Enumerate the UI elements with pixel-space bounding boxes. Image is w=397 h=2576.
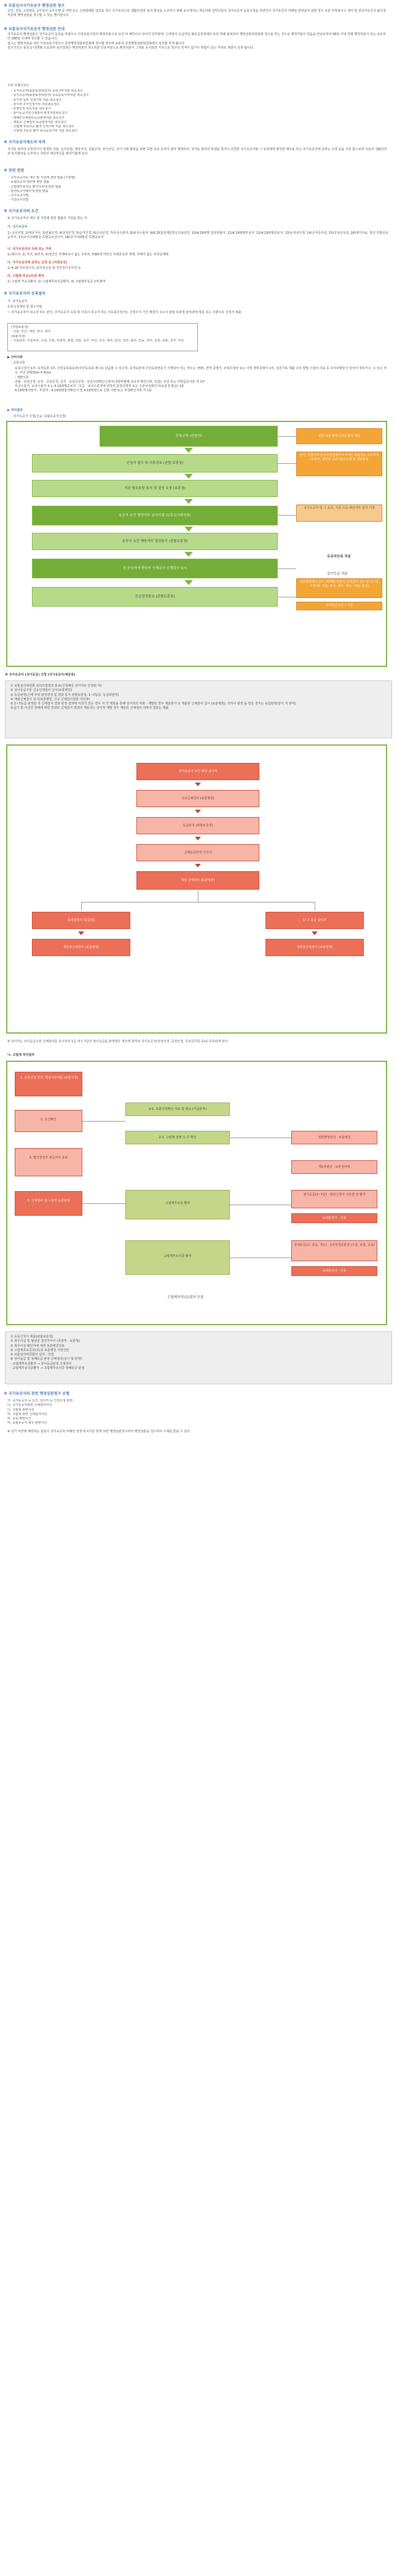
connector — [278, 463, 296, 464]
list-item: ③ 등급판정(신체 부위 판정결정 및 결과 통지 관할보훈청, 1~7등급, 등급외판정) — [10, 693, 119, 697]
list-item: 다. 고엽제 관련사건 — [7, 1408, 34, 1412]
flow3-mid-2: 2-2. 고엽제 질병 유 무 확인 — [125, 1131, 230, 1144]
req-c-text: 1) 6.18 자유상이자, 2)지원공상 3) 전후원시군무원 등 — [7, 266, 81, 270]
list-item: - 서울남부, 서울북부, 수원, 인천, 의정부, 춘천, 강릉, 원주, 마산, 진주, 제주, 울산, 청주, 충주, 안동, 경주, 순천, 목포, 전주, 익산 — [11, 338, 184, 343]
section-title-disability: ※ 국가유공자 (상이등급) 신청 (국가유공자/재분류) — [5, 673, 76, 677]
arrow-down-icon — [184, 552, 193, 557]
list-item: - 지원공무원법 — [9, 198, 29, 202]
flow3-right-4: 등외판정자 · 인용 — [291, 1213, 377, 1223]
flow2-right-graded: 1~7 등급 상이자 — [265, 912, 364, 929]
list-item: ③ 복무사실 확인자에 대한 보훈병원진료 — [10, 1344, 65, 1348]
flow3-mid-3: 고엽제후유증 환자 — [125, 1190, 230, 1219]
list-item: 나. 국가유공자관련 신체검사사건 — [7, 1403, 52, 1408]
list-item: 마. 유족 관련사건 — [7, 1417, 31, 1421]
list-item: - 재분류 신체검사 등급판정처분 취소청구 — [11, 120, 67, 124]
documents-title: ▶ 구비서류 — [7, 356, 23, 359]
appeal-types-title: 주로 유형으로는 — [7, 84, 29, 87]
flow2-right-reclass: 재분류신체검사 (보훈병원) — [265, 939, 364, 956]
list-item: - 독립유공자 예우에 관한 법률 — [9, 180, 50, 185]
arrow-down-icon — [195, 837, 201, 840]
list-item: ② 상이등급구분 신규신체검사 실시(보훈병원) — [10, 688, 73, 693]
flow3-mid-1: 2-1. 보훈지청확인 자료 및 필요 (지급분부) — [125, 1103, 230, 1116]
list-item: 등급기 및 사실상 장애에 대한 결과로 신체검사 결과의 재등의는 상이처 재발 경우 재분류 신체검사 의하여 결과는 제출 — [10, 706, 169, 711]
section-purpose-text: 국가를 위하여 공헌하거나 희생한 사람, 순국선열, 애국지사, 전몰군경, 상이군인, 국가 사회 발전을 위한 특별 공로 순직자 참여 제대하여, 국가를 위하여 희생을 하거나 공헌한 국가유공자와 그 유족에게 합당한 예우를 하고 국가유공자에 준하는 군경 등을 지원 함으로써 이들의 생활안정과 복지향상을 도모하고 국민의 애국정신을 꾀하기함에 있다. — [7, 148, 387, 156]
flowchart-disability — [6, 744, 387, 1034]
documents-subtitle: - 공통서류 — [11, 361, 25, 365]
connector — [278, 515, 296, 516]
section-title-registration: ※ 국가유공자의 등록절차 — [4, 292, 45, 296]
arrow-down-icon — [312, 931, 318, 935]
flow2-left-reclass: 재분류신체검사 (보훈병원) — [32, 939, 130, 956]
connector — [278, 568, 296, 569]
list-item: 전몰 · 전상군경, 순직 · 공상군경, 순직 · 공상공무원 : 전공사상확인신청서(국방부발행 유공자 확인서류, 포함), 부상 또는 사망입증서류 각 1부 — [15, 380, 205, 384]
arrow-down-icon — [184, 580, 193, 585]
section-appeal-text: 군인, 경찰, 소방관등 공무원이 공무수행 중 사망 또는 신체장해를 입었을 경우 국가보상으로 생활안정과 복지 향상을 도모하기 위해 보구에서는 제도마와 일반인들이 국가유공자 등록신청을 하면인사 국가유공자 미해당 결정을처 분할 경우 보훈 부정복이고 생각 및 취국가유공자 불인정처분에 행정심판을 청구할 수 있는 행이입니다. — [7, 9, 386, 18]
list-item: - 상이등급구분신체검사 판정처분취소청구 — [11, 111, 68, 116]
list-item: - 고엽제 후유의증 환자 인정거부 처분 취소청구 — [11, 125, 75, 129]
registration-ga-sub: 등록신청대상 및 접수기관 — [7, 305, 42, 309]
flow3-mid-4: 고엽제후유의증 환자 — [125, 1240, 230, 1275]
arrow-down-icon — [195, 783, 201, 786]
req-c-title: 다. 국가유공자에 준하는 군경 등 (지원공상) — [7, 261, 68, 265]
connector — [81, 902, 315, 903]
flow2-step-new-exam: 신규신체검사 (보훈병원) — [136, 790, 259, 807]
connector — [82, 1203, 125, 1204]
flow3-right-3: 상이등급(1~7급) · 판단신청서 이유참 장 환자 — [291, 1190, 377, 1208]
connector — [81, 902, 82, 911]
arrow-down-icon — [78, 931, 84, 935]
requirements-intro: ※ 국가유공자의 예우 및 지원에 관한 법률의 지원을 받는 자 — [7, 217, 87, 220]
section-title-appeal: ※ 보훈심사국가유공자 행정심판 청구 — [4, 4, 65, 8]
arrow-down-icon — [184, 448, 193, 453]
list-item: - 개별서류 — [15, 375, 29, 380]
section-title-agent-orange: 나. 고엽제 처리절차 — [7, 1053, 35, 1057]
arrow-down-icon — [184, 499, 193, 504]
flowchart-registration — [6, 421, 387, 667]
list-item: - 상이처 추가인정거부 처분취소청구 — [11, 102, 60, 106]
req-b-text: 1) 배우자, 2) 자녀, 3)부모, 4)성년인 직계비속이 없는 조부모, 5)60세 미만인 직계존속과 생계, 자매가 없는 미성년제매 — [7, 253, 168, 257]
list-item: (보훈지청) — [11, 334, 26, 338]
list-item: ① 등록신청서 제출(관할보훈청) — [10, 1335, 53, 1339]
flow2-step-eligible: 국가유공자 요건 해당 상이처 — [136, 763, 259, 780]
list-item: - 고엽제후유의증 환자지원에 관한 법률 — [9, 185, 61, 189]
list-item: - 국가유공자등 예우 및 지원에 관한 법률 (기본법) — [9, 176, 76, 180]
flow2-step-grade-notice: 등급통지 (관할보훈청) — [136, 817, 259, 834]
disability-grade-label: 상이등급 처분 — [327, 572, 348, 576]
laws-list — [9, 176, 76, 203]
list-item: - 서울, 부산, 대전, 대구, 광주 — [11, 330, 51, 334]
section-title-laws: ※ 관련 법령 — [4, 169, 25, 173]
list-item: ⑤ 보훈심사위원회의 심의 · 의결 — [10, 1353, 54, 1357]
list-item: - 국가유공자(보훈보상대상자) 유족등록거부처분 취소청구 — [11, 94, 89, 98]
appeal-types-list-2 — [7, 1399, 73, 1426]
list-item: - 국가유공자(보훈보상대상자) 등록거부처분 취소청구 — [11, 89, 83, 93]
section-title-appeal-types: ※ 국가유공자와 관련 행정심판청구 유형 — [4, 1392, 69, 1396]
final-note: ※ 상기 사안에 해당하는 분들이 국가유공자 미해당 결정 통지서를 받게 되면 행정심판청구하여 행정심판을 청구하여 구제를 받을 수 있다. — [7, 1430, 191, 1434]
registration-ga: 가. 국가유공자 — [7, 300, 28, 303]
list-item: - 참전유공자예우에 관한 법률 — [9, 189, 49, 193]
list-item: ① 보훈심사위원회 심의의결결과 통보(신청해당 상이처로 인정된 자) — [10, 684, 102, 688]
registration-ga-text: ~ 국가유공자가 되고자 하는 본인, 국가유공자 유족 및 가족이 되고자 하는 자등록신청서는 신청주지 기인 해결가 주소지 관할 보훈청 관리과에 방문 또는 우편으로 신청서 제출 — [7, 311, 242, 314]
flow-side-deliberate: 국가유공자 및 그 유족, 가족 으로 해당여부 심의 의결 — [296, 504, 382, 522]
section-title-purpose: ※ 국가유공자제도의 목적 — [4, 140, 45, 145]
section-title-appeal-guide: ※ 보훈심사국가유공자 행정심판 안내 — [4, 27, 65, 31]
appeal-types-list — [11, 89, 88, 134]
list-item: 무공수훈자, 보국수훈자 또는 4.19혁명공로자 : 무공 · 보국수훈자에 한하여 훈장증명원 또는 수훈사실확인서(보훈청 발급) 1통 — [15, 385, 184, 388]
flow-step-apply: 등록신청 (민원인) — [100, 426, 278, 447]
flow3-right-5: 장애등급(고, 중등, 경도) · 1차적경증판정 (수당, 요양, 교육) — [291, 1240, 377, 1261]
flow-step-grade-notice: 등급결정통보 (관할보훈청) — [32, 587, 278, 607]
flow3-right-1: 일반행정판단 · 보훈병원 — [291, 1131, 377, 1144]
req-a-title: 가. 국가유공자 — [7, 225, 28, 229]
list-item: - 고엽제 후유증 환자 유족등록거부 처분 취소청구 — [11, 129, 77, 134]
connector — [82, 1121, 125, 1122]
req-a-text: 1) 순국선열, 2)애국지사, 3)전몰군경, 4)전상군경, 5)순직군경, 6)공상군경, 7)무공수훈자, 8)보국수훈자, 9)6.25참전재일학도의용군인, 10)4.19혁명 참전전몰자, 11)4.19혁명부상자, 12)4.19혁명공로자, 13)순직공무원, 14)공직공무원, 15)공상군무원, 16)재가자료, 방진 특별공로순직자, 17)국가사회발전 특별공로상이자, 18)국가사회발전 특별공로자 — [7, 231, 388, 240]
arrow-down-icon — [184, 474, 193, 479]
list-item: ④ 재심신체검사 실시(보훈병원, 신규 신체검사결과 이의자) — [10, 697, 90, 701]
procedure-label: ▶ 처리절차 — [7, 409, 23, 412]
agent-orange-steps-box — [5, 1331, 392, 1384]
list-item: (지방보훈청) — [11, 325, 29, 329]
list-item: - 상이처 일부 인정거부 처분 취소청구 — [11, 98, 62, 102]
list-item: ⑤ 1~7등급 판정된 자 신체검사 결과 판정 결과에 이의가 있는 경우 자 가 재검을 통해 상이처의 악화 · 재발된 경우 재분류가 ① 재분류 신체검사 실시 (보훈병원), 의하나 판정 을 받은 경우는 등급판정(상이 처 관여) — [10, 702, 296, 706]
list-item: ② 복무사실 및 월남전 참전자이어 (국방부 · 보훈청) — [10, 1339, 80, 1344]
flow3-caption: 고엽제처리(유)절차 등록 — [167, 1296, 204, 1299]
flowchart-agent-orange — [6, 1061, 387, 1325]
arrow-down-icon — [195, 864, 201, 867]
documents-list — [15, 367, 390, 394]
flow-side-submit: 관할 보훈청에 등록신청서 제출 — [296, 428, 382, 444]
list-item: ⑥ 상이등급 및 장해등급 판정 신체검사(실시 및 판정) — [10, 1357, 82, 1362]
req-d-title: 라. 고엽제 후유(의)증 환자 — [7, 274, 44, 278]
flow3-right-6: 등외판정자 · 인용 — [291, 1266, 377, 1276]
list-item: - 요양인정 취소처분 취소청구 — [11, 107, 51, 111]
req-d-text: 1) 고엽제 후유증환자, 2) 고엽제후유의증환자, 3) 고엽제후유증 2세 환자 — [7, 280, 106, 284]
list-item: 가. 국가유공자 등 요건, 상이처 등 인정신청 관련 — [7, 1399, 73, 1403]
connector — [278, 436, 296, 437]
list-item: - 재해인신체검사등급판정처분 취소청구 — [11, 116, 65, 120]
flow-side-verify: 군인, 경찰공무원(공무원관할부처 파견), 보훈청은 소속부처(국방부, 경찰청 등)에 확인요청 및 결과통보 — [296, 452, 382, 476]
flow2-step-objector: 신체등급판정 이의자 — [136, 844, 259, 861]
list-item: 라. 고엽제 관련 신체검사사건 — [7, 1412, 47, 1416]
flow-side-hospital: 보훈병원에서 실시 (장해와 보훈처 신체검사 장소 및 일시를 서면(예: 서울, 부산, 광주, 대구, 대전) 통지) — [296, 578, 382, 598]
flow2-step-reexam: 재심 신체검사 (보훈병원) — [136, 871, 259, 890]
flow3-left-4: 4. 신체검사 실시 판정 등급판정 — [15, 1191, 82, 1216]
req-b-title: 나. 국가유공자의 유족 또는 가족 — [7, 247, 52, 251]
list-item: - 국가유공자법 — [9, 194, 29, 197]
flow-step-receive: 신청서 접수 및 서류검토 (관할 보훈청) — [32, 454, 278, 473]
list-item: ④ 고엽제후유증의(의)증 보훈병원 서면진단 — [10, 1348, 69, 1352]
procedure-sub: - 국가유공자 신청(신규, 독립유공자신청) — [11, 415, 66, 418]
list-item: - 고엽제후유의증환자 → 고엽제후유의증 장해등급 판정 — [10, 1366, 85, 1370]
list-item: - 고엽제후유증환자 → 상이등급판정 신체검사 — [10, 1362, 72, 1366]
flow-step-decision: 유공자 요건 해당여부 결정통지 (관할보훈청) — [32, 533, 278, 550]
flow-step-exam: 전 공상자에 한하여 신체검사 신체검사 실시 — [32, 559, 278, 578]
flow3-left-2: 2. 요건확인 — [15, 1110, 82, 1132]
flow3-left-3: 3. 법의결정후 전공처자 통보 — [15, 1148, 82, 1176]
list-item: 바. 독립유공자 예우 관련사건 — [7, 1421, 47, 1426]
flow2-left-ungraded: 등외판정자 (등급외) — [32, 912, 130, 929]
flow-step-notify: 기관 협조통합 통지 및 결정 요청 (보훈청) — [32, 480, 278, 497]
flow-step-review: 유공자 요건 해당여부 심의의결 (보훈심사위원회) — [32, 506, 278, 525]
disability-note: ※ 상이처는 상이등급구분 신체검사를 실시하여 1급 내지 7급의 상이등급을 판정받은 경우에 한하여 국가유공자(전상군경, 공상군경, 공상공무원 등)로 등록되게 된다. — [7, 1040, 229, 1043]
flow3-right-2: 제1차판단 · 보훈심사위 — [291, 1160, 377, 1174]
flow3-left-1: 1. 등록신청 본인, 행정서류제출 (보훈지청) — [15, 1072, 82, 1096]
disability-info-box — [5, 680, 392, 738]
list-item: 4.19혁명사망자 · 부상자 : 4.19혁명참가확인서 및 4.19혁명으로 인한 사망 또는 부상확인서류 각 1통 — [15, 389, 152, 393]
registration-decision-label: 유공자등록 처분 — [327, 555, 352, 559]
flow-side-grades: 상이등급 1급 ~ 7급 — [296, 602, 382, 610]
office-list-box — [7, 323, 198, 351]
section-title-requirements: ※ 국가유공자의 요건 — [4, 209, 39, 213]
list-item: 등록신청서 1부, 호적등본 1부, 주민등록표등본(주민등록표 제시로 갈음할 수 있으며, 호적등본에 주민등록번호가 기재되어 있는 경우는 생략), 전역 증명서, 군복무대상 또는 이력 경력증명서 1부, 입원기록 제출 주의 방법 시점의 의료 등 조치사항들이 있어야 정하거나, 수 있는 경우, 사진 2매(3cm X 4cm) — [15, 367, 387, 375]
arrow-down-icon — [195, 810, 201, 813]
arrow-down-icon — [184, 527, 193, 532]
section-appeal-guide-text: 국가유공자 행정심판은 국가유공자 등록을 하였으나 지정보훈지청의 행정처분으로 요건 비 해당이나 상이처 일부판정, 신체검사 등급미달 불등급결정에의 또하 대해 불복하여 행정심판위원회에 청구을 하는 것으로 행정처분이 있음을 안날로부터 90일 이내 특별 행정처분이 있는 날로부터 180일 이내에 청구할 수 있습니다. 접수는 행정처분을 내린 지정보훈지청이나 중앙행정심판위원회에 청구할 경우에 보훈처 중앙행정심판위원회에서 심의할 하게 됩니다. 심의기간은 통상 2~3개월 소요되며 심의결과는 행정처분의 취소처분 인용처분으로 행정처분이 그대로 유지되면 기각으로 청구인 적격이 없거나 위법이 있는 각하로 재결이 되게 됩니다. — [7, 33, 386, 50]
